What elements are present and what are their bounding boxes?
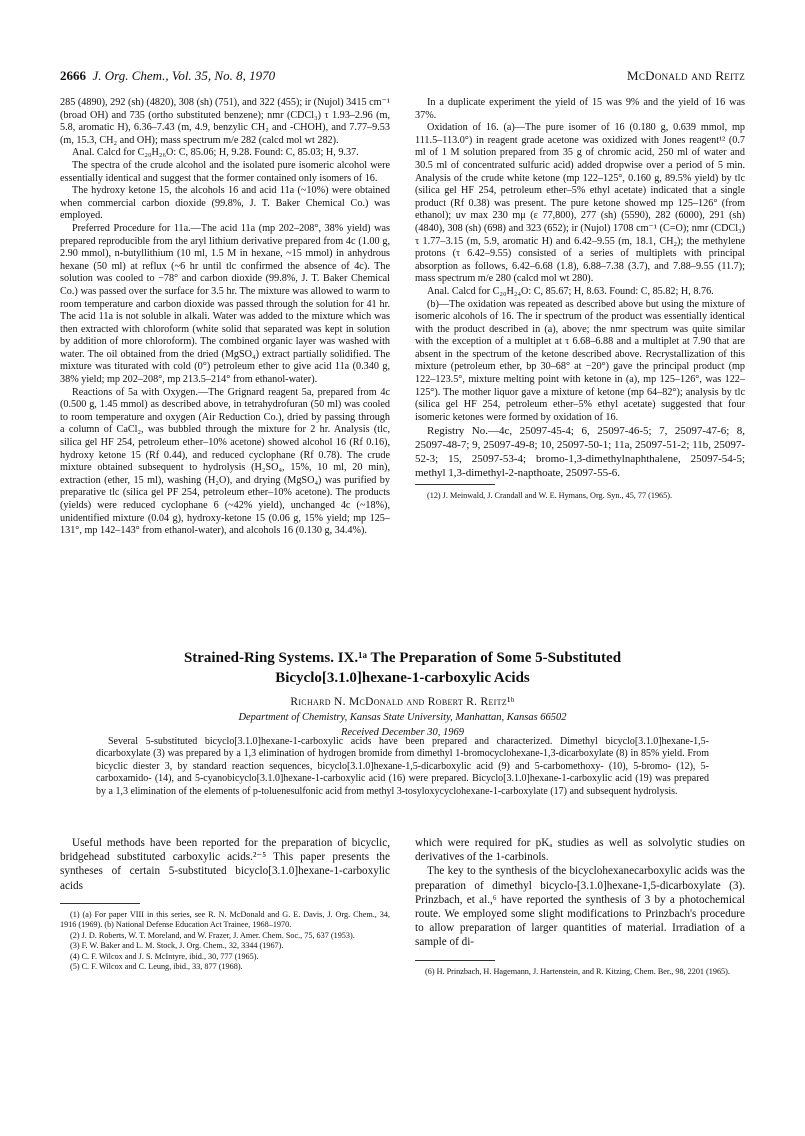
paragraph: 285 (4890), 292 (sh) (4820), 308 (sh) (751), and 322 (455); ir (Nujol) 3415 cm⁻¹ (broad OH) and 735 (ortho substituted benzene); nmr (CDCl₃) τ 1.93–2.96 (m, 5.8, aromatic H), 6.36–7.43 (m, 4.9, benzylic CH₂ and -CHOH), and 7.77–9.53 (m, 15.3, CH₂ and OH); mass spectrum m/e 282 (calcd mol wt 282). (60, 97, 390, 146)
footnote-rule (60, 903, 140, 904)
paragraph: In a duplicate experiment the yield of 15 was 9% and the yield of 16 was 37%. (415, 97, 745, 121)
body-right-column (415, 836, 745, 977)
title-line: Bicyclo[3.1.0]hexane-1-carboxylic Acids (275, 670, 530, 686)
paragraph: (b)—The oxidation was repeated as described above but using the mixture of isomeric alcohols of 16. The ir spectrum of the product was essentially identical with the product described in (a), above; the nmr spectrum was quite similar with the exception of a multiplet at τ 6.68–6.88 and a multiplet at 7.90 that are absent in the spectrum of the ketone described above. Recrystallization of this mixture (petroleum ether, bp 30–68° at −20°) gave the principal product (mp 122–123.5°, mixture melting point with ketone in (a), mp 125–126°, was 122–125°). The mother liquor gave a mixture of ketone (mp 64–82°); analysis by tlc (silica gel HF 254, petroleum ether–5% ethyl acetate) suggested that four isomeric ketones were formed by oxidation of 16. (415, 298, 745, 423)
article-authors: Richard N. McDonald and Robert R. Reitz¹ᵇ (290, 696, 515, 708)
paragraph: The spectra of the crude alcohol and the isolated pure isomeric alcohol were essentially identical and suggest that the former contained only isomers of 16. (60, 159, 390, 184)
journal-name: J. Org. Chem., Vol. 35, No. 8, 1970 (92, 68, 276, 83)
right-column (415, 97, 745, 502)
running-authors: McDonald and Reitz (626, 68, 745, 83)
footnote: (5) C. F. Wilcox and C. Leung, ibid., 33, 877 (1968). (70, 962, 243, 972)
running-header (60, 68, 745, 90)
left-column (60, 97, 390, 538)
footnote: (3) F. W. Baker and L. M. Stock, J. Org. Chem., 32, 3344 (1967). (70, 941, 284, 951)
journal-citation (60, 68, 275, 84)
received-date: Received December 30, 1969 (340, 727, 465, 738)
article-header (60, 648, 745, 738)
footnote: (2) J. D. Roberts, W. T. Moreland, and W. Frazer, J. Amer. Chem. Soc., 75, 637 (1953). (70, 930, 355, 940)
paragraph: Anal. Calcd for C₂₀H₂₄O: C, 85.67; H, 8.63. Found: C, 85.82; H, 8.76. (427, 285, 714, 297)
paragraph: which were required for pKₐ studies as well as solvolytic studies on derivatives of the 1-carbinols. (415, 837, 745, 864)
paragraph: Reactions of 5a with Oxygen.—The Grignard reagent 5a, prepared from 4c (0.500 g, 1.45 mmol) as described above, in tetrahydrofuran (50 ml) was cooled to room temperature and oxygen (Air Reduction Co.), dried by passing through a column of CaCl₂, was bubbled through the mixture for 2 hr. Analysis (tlc, silica gel HF 254, petroleum ether–10% acetone) showed alcohol 16 (Rf 0.16), hydroxy ketone 15 (Rf 0.44), and reduced cyclophane (Rf 0.78). The crude mixture obtained subsequent to hydrolysis (H₂SO₄, 15%, 10 ml, 20 min), extraction (ether, 15 ml), washing (H₂O), and drying (MgSO₄) was purified by preparative tlc (silica gel PF 254, petroleum ether–10% acetone). The products (yields) were reduced cyclophane 6 (~42% yield), unchanged 4c (~18%), unidentified mixture (0.04 g), hydroxy-ketone 15 (0.06 g, 15% yield; mp 125–131°, mp 142–143° from ethanol-water), and alcohols 16 (0.130 g, 34.4%). (60, 386, 390, 537)
article-title (60, 648, 745, 688)
body-left-column (60, 836, 390, 973)
abstract: Several 5-substituted bicyclo[3.1.0]hexane-1-carboxylic acids have been prepared and characterized. Dimethyl bicyclo[3.1.0]hexane-1,5-dicarboxylate (3) was prepared by a 1,3 elimination of hydrogen bromide from dimethyl 1-bromocyclohexane-1,3-dicarboxylate (8) in 85% yield. From bicyclic diester 3, by standard reaction sequences, bicyclo[3.1.0]hexane-1,5-dicarboxylic acid (9) and 5-carbomethoxy- (10), 5-bromo- (12), 5-carboxamido- (14), and 5-cyanobicyclo[3.1.0]hexane-1-carboxylic acid (16) were prepared. Bicyclo[3.1.0]hexane-1-carboxylic acid (19) was prepared by a 1,3 elimination of the elements of p-toluenesulfonic acid from methyl 3-tosyloxycyclohexane-1-carboxylate (17) and subsequent hydrolysis. (96, 736, 709, 797)
affiliation: Department of Chemistry, Kansas State University, Manhattan, Kansas 66502 (238, 712, 567, 723)
footnote: (6) H. Prinzbach, H. Hagemann, J. Hartenstein, and R. Kitzing, Chem. Ber., 98, 2201 (1965). (425, 966, 730, 976)
title-line: Strained-Ring Systems. IX.¹ᵃ The Preparation of Some 5-Substituted (183, 650, 622, 666)
paragraph: The key to the synthesis of the bicyclohexanecarboxylic acids was the preparation of dimethyl bicyclo-[3.1.0]hexane-1,5-dicarboxylate (3). Prinzbach, et al.,⁶ have reported the synthesis of 3 by a photochemical route. We employed some slight modifications to Prinzbach's procedure to allow preparation of larger quantities of material. Irradiation of a sample of di- (415, 865, 745, 949)
footnote: (4) C. F. Wilcox and J. S. McIntyre, ibid., 30, 777 (1965). (70, 951, 259, 961)
footnote-rule (415, 484, 495, 485)
registry-numbers: Registry No.—4c, 25097-45-4; 6, 25097-46-5; 7, 25097-47-6; 8, 25097-48-7; 9, 25097-49-8; 10, 25097-50-1; 11a, 25097-51-2; 11b, 25097-52-3; 15, 25097-53-4; bromo-1,3-dimethylnaphthalene, 25097-54-5; methyl 1,3-dimethyl-2-napthoate, 25097-55-6. (415, 425, 745, 480)
paragraph: Oxidation of 16. (a)—The pure isomer of 16 (0.180 g, 0.639 mmol, mp 111.5–113.0°) in reagent grade acetone was oxidized with Jones reagent¹² (0.7 ml of 1 M solution prepared from 35 g of chromic acid, 250 ml of water and 30.5 ml of concentrated sulfuric acid) added dropwise over a period of 5 min. Analysis of the crude white ketone (mp 122–125°, 0.160 g, 89.5% yield) by tlc (silica gel HF 254, petroleum ether–5% ethyl acetate) indicated that a single product (Rf 0.38) was present. The pure ketone showed mp 125–126° (from ethanol); uv max 230 mμ (ε 77,800), 277 (sh) (5590), 282 (6000), 291 (sh) (4840), 308 (sh) (698) and 323 (652); ir (Nujol) 1708 cm⁻¹ (C=O); nmr (CDCl₃) τ 1.77–3.15 (m, 5.9, aromatic H) and 6.42–9.55 (m, 18.1, CH₂); the methylene protons (τ 6.42–9.55) consisted of a series of multiplets with principal absorption as follows, 6.42–6.68 (1.8), 6.88–7.38 (3.7), and 7.88–9.55 (11.7); mass spectrum m/e 280 (calcd mol wt 280). (415, 122, 745, 285)
footnote-rule (415, 960, 495, 961)
paragraph: Anal. Calcd for C₂₀H₂₆O: C, 85.06; H, 9.28. Found: C, 85.03; H, 9.37. (72, 147, 359, 159)
footnotes (415, 960, 745, 978)
paragraph: The hydroxy ketone 15, the alcohols 16 and acid 11a (~10%) were obtained when commercial carbon dioxide (99.8%, J. T. Baker Chemical Co.) was employed. (60, 185, 390, 222)
paragraph: Useful methods have been reported for the preparation of bicyclic, bridgehead substituted carboxylic acids.²⁻⁵ This paper presents the syntheses of certain 5-substituted bicyclo[3.1.0]hexane-1-carboxylic acids (60, 837, 390, 892)
paragraph: Preferred Procedure for 11a.—The acid 11a (mp 202–208°, 38% yield) was prepared reproducible from the aryl lithium derivative prepared from 4c (1.00 g, 2.90 mmol), n-butyllithium (10 ml, 1.5 M in hexane, ~15 mmol) in anhydrous hexane (50 ml) at reflux (~6 hr until tlc confirmed the absence of 4c). The solution was cooled to −78° and carbon dioxide (99.8%, J. T. Baker Chemical Co.) was passed over the surface for 3.5 hr. The mixture was allowed to warm to room temperature and carbon dioxide was passed through the solution for 41 hr. The acid 11a is not soluble in alkali. Water was added to the mixture which was then extracted with chloroform (white solid that separated was kept in solution by addition of more chloroform). The combined organic layer was washed with water. The oil obtained from the dried (MgSO₄) extract partially solidified. The mixture was titurated with cold (0°) petroleum ether to give acid 11a (0.340 g, 38% yield; mp 202–208°, mp 213.5–214° from ethanol-water). (60, 222, 390, 386)
footnotes (60, 903, 390, 973)
page-number: 2666 (60, 68, 86, 83)
footnote: (1) (a) For paper VIII in this series, see R. N. McDonald and G. E. Davis, J. Org. Chem., 34, 1916 (1969). (b) National Defense Education Act Trainee, 1968–1970. (60, 909, 390, 930)
footnote: (12) J. Meinwald, J. Crandall and W. E. Hymans, Org. Syn., 45, 77 (1965). (427, 491, 672, 501)
